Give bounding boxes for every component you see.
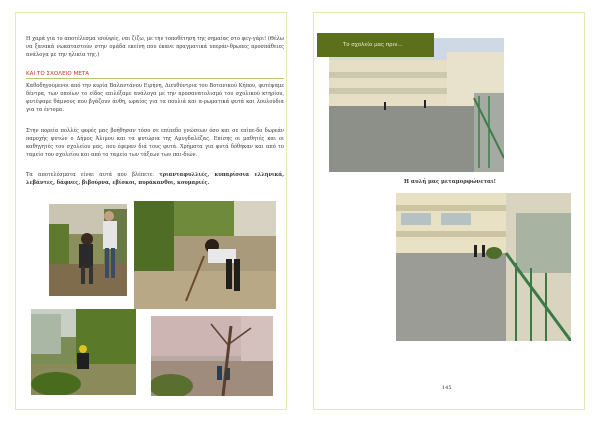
results-list: τριανταφυλλιές, κυπαρίσσια ελληνικά, λεβάντες, δάφνες, βιβούρνα, εβίσκοι, πυράκανθοι, κουμαριές.: [26, 172, 284, 186]
paragraph-results: [26, 171, 284, 187]
photo-yard-transforming: [396, 193, 571, 341]
right-page: [313, 12, 585, 410]
paragraph-planting: Καθοδηγούμενοι από την κυρία Βαλαντάνου Ειρήνη, Διευθύντρια του Βοτανικού Κήπου, φυτέψαμε δέντρα, των οποίων το είδος επιλέξαμε ανάλογα με την προσανατολισμό του σχολικού κτηρίου, φυτέψαμε θάμνους που βγάζουν άνθη, ωραίος για τα πουλιά και α-ρωματικά φυτά και λουλούδια για τα έντομα.: [26, 83, 284, 113]
photo-student-shovel: [134, 201, 276, 309]
photo-garden-student: [31, 309, 136, 395]
caption-transforming: Η αυλή μας μεταμορφώνεται!: [404, 179, 496, 185]
left-page: [15, 12, 287, 410]
caption-before: Το σχολείο μας πριν...: [317, 33, 434, 57]
photo-tree-path: [151, 316, 273, 396]
photo-school-before: [329, 38, 504, 172]
intro-paragraph: Η χαρά για το αποτέλεσμα ισοϋψές, ναι ζίζω, με την τοποθέτηση της σημαίας στο φεγ-γάρι! (Θέλω να ξανακά νωκαταστούν στην ομάδα εκείνη που έκανε πραγματικά υπεράν-θρωπες προσπάθειες ανάλογα με την ηλικία της.): [26, 36, 284, 58]
results-lead: Τα αποτελέσματα είναι αυτά που βλέπετε:: [26, 172, 154, 178]
paragraph-help: Στην πορεία πολλές φορές μας βοήθησαν τόσο σε επίπεδο γνώσεων όσο και σε επίπε-δο δωρεάν παροχής φυτών ο Δήμος Άλιμου και τα φυτώρια της Αμυγδαλέζας. Επίσης οι μαθητές και οι καθηγητές του σχολείου μας, που έφεραν διά τους φυτά. Χρήματα για φυτά δόθηκαν και από το ταμείο του σχολείου και από το ταμείο των τάξεων των παι-διών.: [26, 128, 284, 158]
page-number: 145: [442, 385, 452, 391]
section-heading: ΚΑΙ ΤΟ ΣΧΟΛΕΙΟ ΜΕΤΑ: [26, 71, 284, 79]
photo-students-digging: [49, 204, 127, 296]
